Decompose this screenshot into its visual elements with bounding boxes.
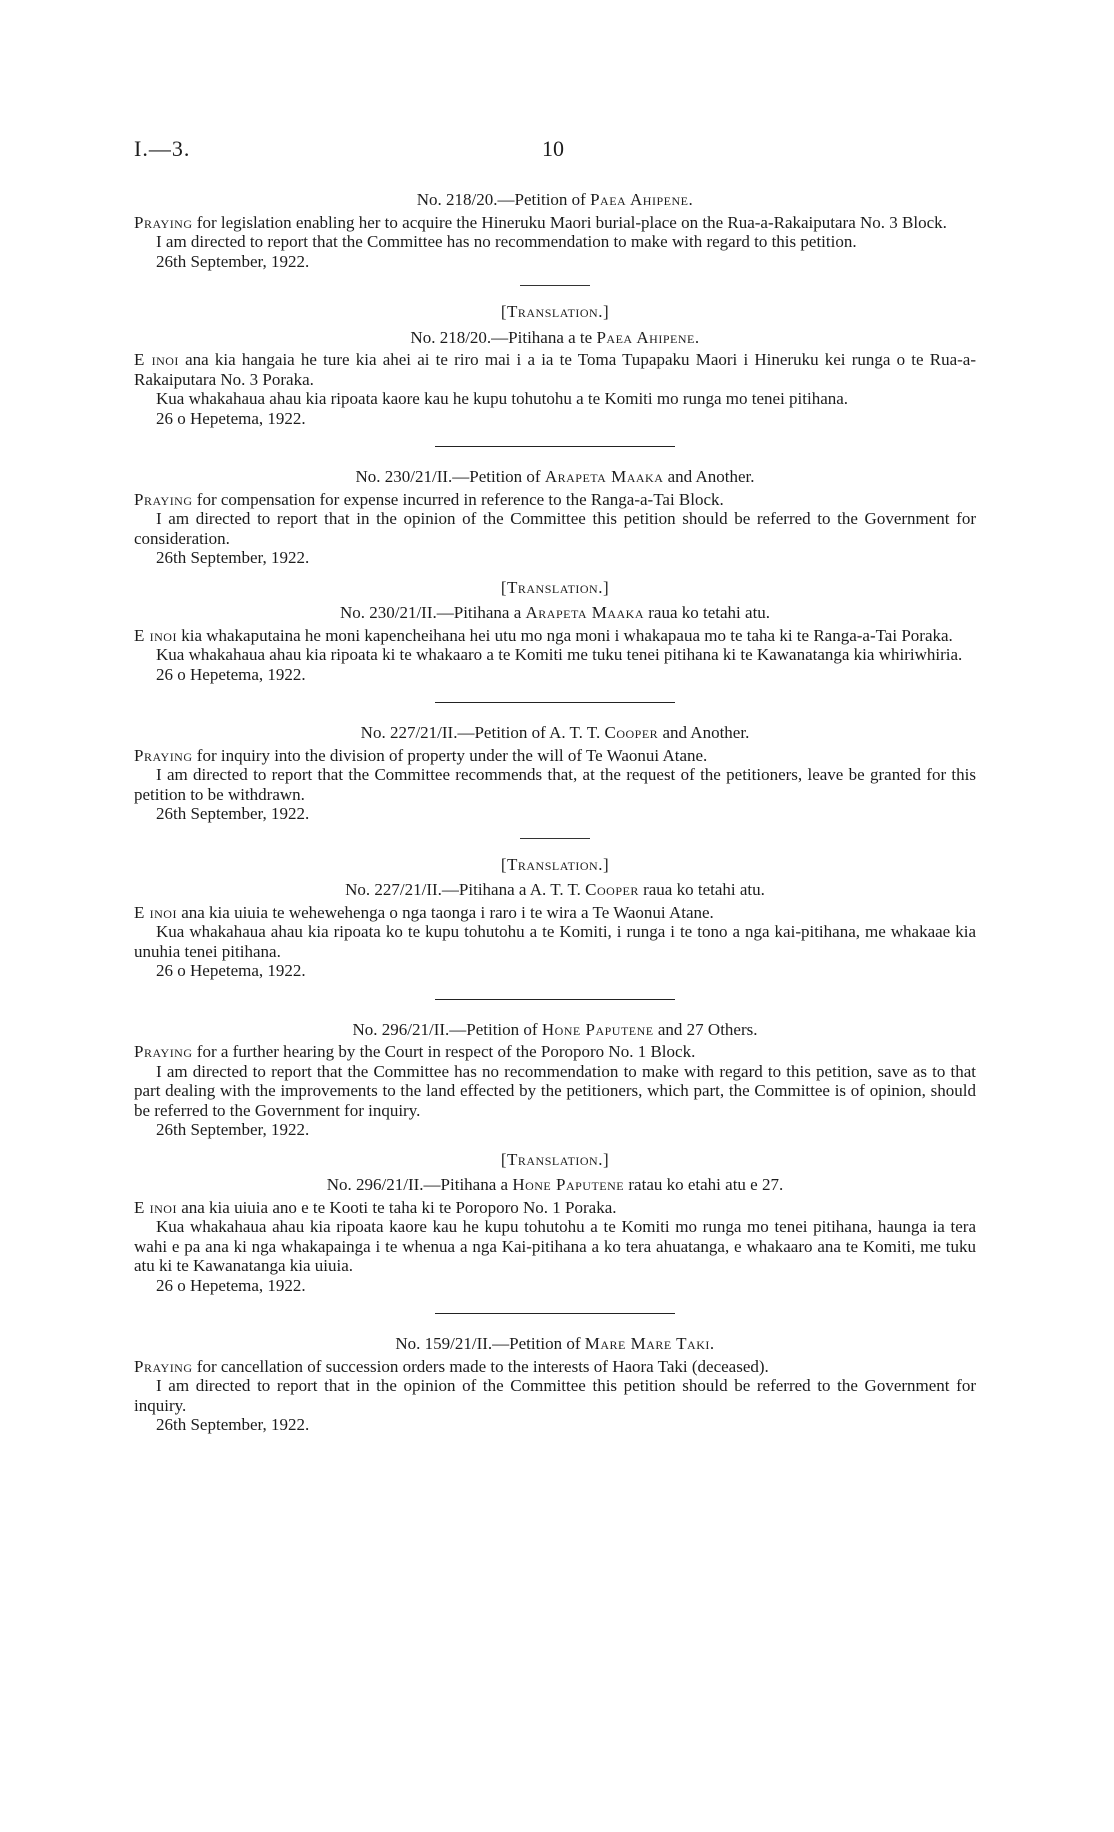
petition-296-21 [134, 1020, 976, 1296]
petition-heading: No. 296/21/II.—Petition of Hone Paputene and 27 Others. [352, 1019, 758, 1039]
translation-heading: No. 227/21/II.—Pitihana a A. T. T. Cooper raua ko tetahi atu. [345, 880, 765, 899]
translation-label: [Translation.] [500, 577, 610, 597]
page-header [134, 136, 980, 163]
inoi-paragraph: E inoi ana kia uiuia te wehewehenga o nga taonga i raro i te wira a Te Waonui Atane. [134, 902, 714, 922]
translation-date: 26 o Hepetema, 1922. [156, 664, 306, 684]
report-date: 26th September, 1922. [156, 548, 310, 567]
translation-heading: No. 296/21/II.—Pitihana a Hone Paputene ratau ko etahi atu e 27. [326, 1175, 784, 1194]
petitioner-name: Paea Ahipene. [590, 190, 694, 209]
report-date: 26th September, 1922. [156, 1120, 310, 1139]
petition-230-21 [134, 467, 976, 684]
translation-date: 26 o Hepetema, 1922. [156, 408, 306, 428]
petitioner-name: Paea Ahipene. [596, 327, 700, 347]
translation-report-paragraph: Kua whakahaua ahau kia ripoata kaore kau he kupu tohutohu a te Komiti mo runga mo tenei pitihana, haunga ia tera wahi e pa ana ki nga whakapainga i te whenua a nga Kai-pitihana a ko tera ahuatanga, e whakaaro ana te Komiti, me tuku atu ki te Kawanatanga kia uiuia. [134, 1217, 976, 1275]
report-paragraph: I am directed to report that in the opinion of the Committee this petition should be referred to the Government for consideration. [134, 509, 976, 548]
short-divider [520, 838, 590, 839]
petitioner-name: Mare Mare Taki. [584, 1334, 715, 1353]
translation-date: 26 o Hepetema, 1922. [156, 1275, 306, 1295]
page-number: 10 [542, 136, 564, 161]
report-paragraph: I am directed to report that the Committee has no recommendation to make with regard to this petition. [156, 232, 857, 251]
translation-report-paragraph: Kua whakahaua ahau kia ripoata ko te kupu tohutohu a te Komiti, i runga i te tono a nga kai-pitihana, me whakaae kia unuhia tenei pitihana. [134, 922, 976, 961]
series-number: I.—3. [134, 136, 191, 161]
section-divider [435, 1313, 675, 1314]
petition-159-21 [134, 1334, 976, 1435]
translation-heading: No. 230/21/II.—Pitihana a Arapeta Maaka raua ko tetahi atu. [339, 603, 771, 622]
report-date: 26th September, 1922. [156, 804, 310, 823]
translation-heading: No. 218/20.—Pitihana a te Paea Ahipene. [410, 327, 700, 347]
inoi-paragraph: E inoi ana kia uiuia ano e te Kooti te taha ki te Poroporo No. 1 Poraka. [134, 1197, 617, 1217]
translation-label: [Translation.] [500, 1149, 610, 1169]
petition-heading: No. 159/21/II.—Petition of Mare Mare Taki. [395, 1334, 715, 1353]
petition-heading: No. 227/21/II.—Petition of A. T. T. Cooper and Another. [360, 723, 750, 742]
petition-heading: No. 230/21/II.—Petition of Arapeta Maaka and Another. [355, 467, 755, 486]
section-divider [435, 446, 675, 447]
inoi-paragraph: E inoi ana kia hangaia he ture kia ahei ai te riro mai i a ia te Toma Tupapaku Maori i Hineruku kei runga o te Rua-a-Rakaiputara No. 3 Poraka. [134, 350, 977, 389]
report-date: 26th September, 1922. [156, 251, 310, 271]
report-paragraph: I am directed to report that the Committee has no recommendation to make with regard to this petition, save as to that part dealing with the improvements to the land effected by the petitioners, which part, the Committee is of opinion, should be referred to the Government for inquiry. [134, 1061, 976, 1120]
petitioner-name: Hone Paputene [541, 1019, 654, 1039]
short-divider [520, 285, 590, 286]
report-paragraph: I am directed to report that in the opinion of the Committee this petition should be referred to the Government for inquiry. [134, 1376, 976, 1415]
petition-227-21 [134, 723, 976, 981]
section-divider [435, 702, 675, 703]
petitioner-name: Hone Paputene [512, 1175, 625, 1194]
praying-paragraph: Praying for a further hearing by the Court in respect of the Poroporo No. 1 Block. [134, 1042, 696, 1061]
translation-label: [Translation.] [500, 302, 610, 321]
petition-heading: No. 218/20.—Petition of Paea Ahipene. [416, 190, 694, 209]
translation-date: 26 o Hepetema, 1922. [156, 961, 306, 980]
praying-paragraph: Praying for cancellation of succession orders made to the interests of Haora Taki (deceased). [134, 1356, 769, 1376]
translation-report-paragraph: Kua whakahaua ahau kia ripoata kaore kau he kupu tohutohu a te Komiti mo runga mo tenei pitihana. [156, 389, 849, 408]
petitioner-name: Cooper [585, 880, 639, 899]
petitioner-name: Arapeta Maaka [525, 603, 645, 622]
praying-paragraph: Praying for legislation enabling her to acquire the Hineruku Maori burial-place on the Rua-a-Rakaiputara No. 3 Block. [134, 212, 947, 232]
petitioner-name: Cooper [604, 723, 659, 742]
petitioner-name: Arapeta Maaka [544, 467, 664, 486]
report-paragraph: I am directed to report that the Committee recommends that, at the request of the petitioners, leave be granted for this petition to be withdrawn. [134, 765, 976, 804]
petition-218-20 [134, 190, 976, 428]
inoi-paragraph: E inoi kia whakaputaina he moni kapencheihana hei utu mo nga moni i whakapaua mo te taha ki te Ranga-a-Tai Poraka. [134, 625, 953, 645]
praying-paragraph: Praying for inquiry into the division of property under the will of Te Waonui Atane. [134, 745, 708, 765]
section-divider [435, 999, 675, 1000]
report-date: 26th September, 1922. [156, 1415, 310, 1434]
translation-label: [Translation.] [500, 854, 610, 874]
page-content [134, 190, 976, 1435]
praying-paragraph: Praying for compensation for expense incurred in reference to the Ranga-a-Tai Block. [134, 489, 724, 509]
translation-report-paragraph: Kua whakahaua ahau kia ripoata ki te whakaaro a te Komiti me tuku tenei pitihana ki te Kawanatanga kia whiriwhiria. [156, 645, 963, 664]
